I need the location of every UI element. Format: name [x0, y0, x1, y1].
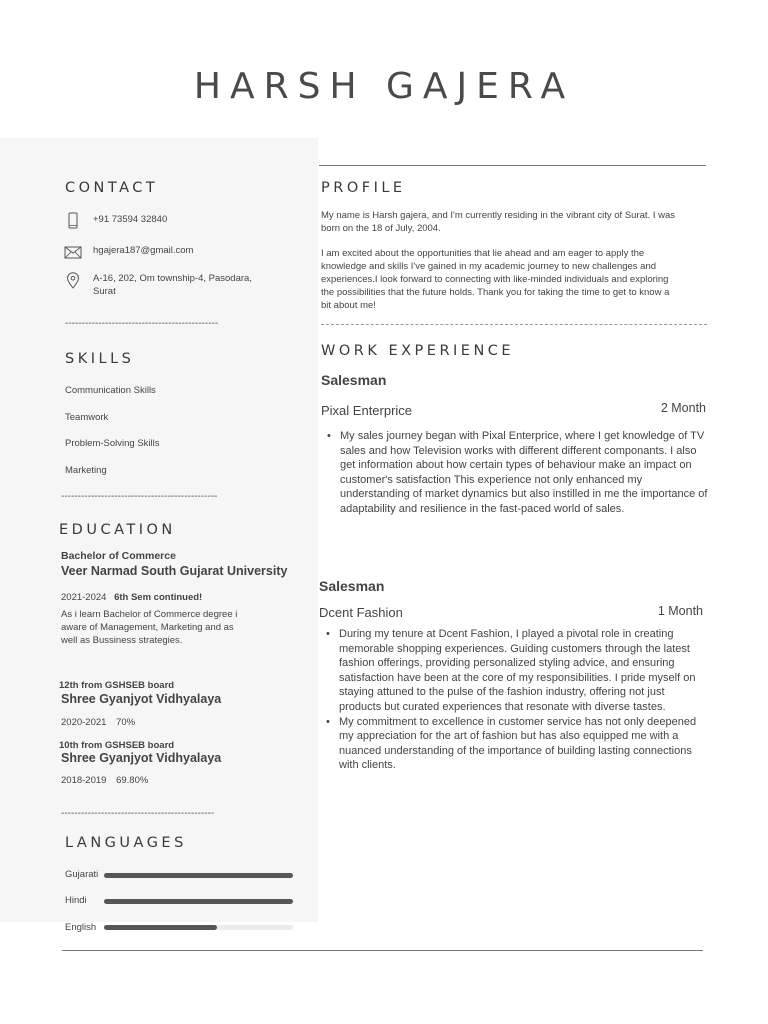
degree-status: 6th Sem continued! [114, 592, 203, 603]
contact-heading: CONTACT [65, 180, 159, 196]
hsc-result [61, 716, 135, 729]
profile-line: My name is Harsh gajera, and I'm currently residing in the vibrant city of Surat. I was [321, 210, 675, 221]
ssc-board: 10th from GSHSEB board [59, 740, 175, 751]
profile-line: knowledge and skills I've gained in my academic journey to new challenges and [321, 261, 657, 272]
contact-email [63, 244, 193, 260]
address-line-2: Surat [93, 286, 116, 297]
location-pin-icon [63, 272, 83, 288]
language-level-bar [104, 899, 293, 904]
profile-line: I am excited about the opportunities that lie ahead and am eager to apply the [321, 248, 645, 259]
language-name: English [65, 922, 97, 933]
education-divider: ---------------------------------------------- [61, 808, 215, 819]
phone-icon [63, 212, 83, 228]
profile-line: experiences.I look forward to connecting with like-minded individuals and exploring [321, 274, 669, 285]
profile-line: born on the 18 of July, 2004. [321, 223, 441, 234]
job-responsibilities [322, 429, 708, 517]
candidate-name: HARSH GAJERA [193, 66, 575, 107]
skills-divider: ----------------------------------------------- [61, 491, 218, 502]
contact-address [63, 272, 252, 298]
ssc-school: Shree Gyanjyot Vidhyalaya [61, 751, 222, 765]
language-name: Gujarati [65, 869, 99, 880]
skill-item: Communication Skills [65, 385, 156, 396]
ssc-years: 2018-2019 [61, 775, 107, 786]
responsibility-bullet: • During my tenure at Dcent Fashion, I played a pivotal role in creating memorable shopping experiences. Guiding customers through the latest fashion offerings, providing personalized styling advice, and ensuring satisfaction have been at the core of my responsibilities. I pride myself on staying attuned to the pulse of the fashion industry, offering not just products but curated experiences that resonate with diverse tastes. [321, 627, 707, 715]
company-name: Pixal Enterprice [321, 403, 413, 418]
degree-period [61, 591, 202, 604]
languages-heading: LANGUAGES [65, 835, 187, 851]
profile-line: the possibilities that the future holds. Thank you for taking the time to get to know a [321, 287, 670, 298]
education-heading: EDUCATION [59, 522, 176, 538]
address-line-1: A-16, 202, Om township-4, Pasodara, [93, 273, 252, 284]
skill-item: Marketing [65, 465, 107, 476]
language-level-bar [104, 873, 293, 878]
language-level-bar [104, 925, 293, 930]
skills-heading: SKILLS [65, 351, 135, 367]
degree-desc-line: well as Bussiness strategies. [61, 635, 183, 646]
hsc-board: 12th from GSHSEB board [59, 680, 175, 691]
contact-phone [63, 212, 167, 228]
bottom-rule [62, 950, 703, 951]
language-name: Hindi [65, 895, 87, 906]
language-level-fill [104, 873, 293, 878]
profile-line: bit about me! [321, 300, 376, 311]
phone-number[interactable]: +91 73594 32840 [93, 214, 168, 225]
hsc-school: Shree Gyanjyot Vidhyalaya [61, 692, 222, 706]
job-duration: 1 Month [657, 604, 703, 618]
responsibility-bullet: • My sales journey began with Pixal Enterprice, where I get knowledge of TV sales and how Television works with different different componants. I also get information about how certain types of behaviour make an impact on customer's satisfaction This experience not only enhanced my understanding of market dynamics but also instilled in me the importance of adaptability and resilience in the fast-paced world of sales. [322, 429, 708, 517]
ssc-score: 69.80% [116, 775, 149, 786]
profile-paragraph-2 [321, 247, 707, 312]
degree-desc-line: aware of Management, Marketing and as [61, 622, 234, 633]
envelope-icon [63, 244, 83, 260]
university-name: Veer Narmad South Gujarat University [61, 564, 288, 578]
profile-divider [321, 324, 707, 325]
degree-years: 2021-2024 [61, 592, 107, 603]
skill-item: Teamwork [65, 412, 109, 423]
job-responsibilities [321, 627, 707, 773]
top-rule [319, 165, 706, 166]
company-name: Dcent Fashion [319, 605, 403, 620]
hsc-years: 2020-2021 [61, 717, 107, 728]
degree-description [61, 608, 261, 647]
work-heading: WORK EXPERIENCE [321, 343, 515, 359]
job-title: Salesman [321, 372, 387, 388]
hsc-score: 70% [116, 717, 136, 728]
degree-desc-line: As i learn Bachelor of Commerce degree i [61, 609, 238, 620]
responsibility-bullet: • My commitment to excellence in customer service has not only deepened my appreciation for the art of fashion but has also equipped me with a nuanced understanding of the importance of building lasting connections with clients. [321, 715, 707, 773]
profile-heading: PROFILE [321, 180, 406, 196]
ssc-result [61, 774, 148, 787]
job-title: Salesman [319, 578, 385, 594]
email-address[interactable]: hgajera187@gmail.com [93, 245, 194, 256]
language-level-fill [104, 925, 217, 930]
contact-divider: ---------------------------------------------- [65, 318, 219, 329]
job-duration: 2 Month [660, 401, 706, 415]
skill-item: Problem-Solving Skills [65, 438, 160, 449]
profile-paragraph-1 [321, 209, 707, 235]
language-level-fill [104, 899, 293, 904]
degree-name: Bachelor of Commerce [61, 550, 176, 562]
